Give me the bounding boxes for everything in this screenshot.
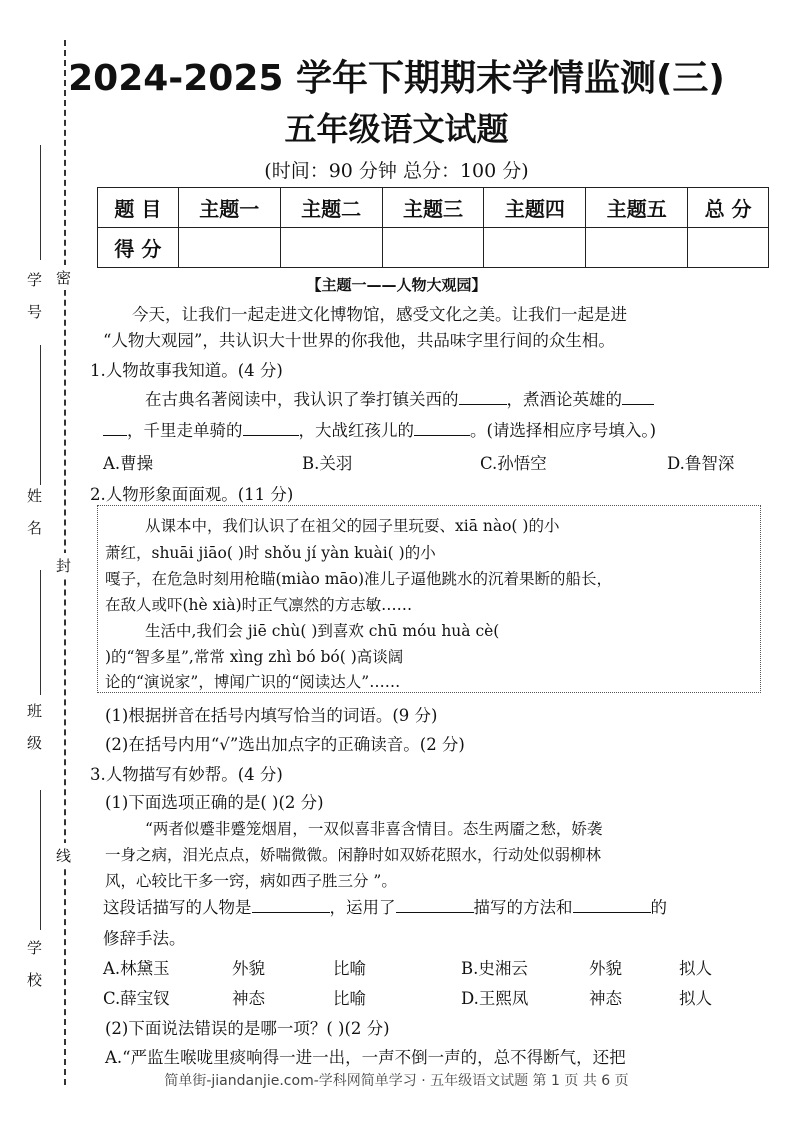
q2-passage-line: 萧红，shuāi jiāo( )时 shǒu jí yàn kuài( )的小 [105,544,436,562]
header-cell: 主题三 [382,188,484,228]
school-line [40,790,41,930]
score-table-row [98,228,769,268]
q1-blank[interactable] [622,388,654,406]
q1-line1 [145,386,654,410]
q3-option-cell: 拟人 [679,989,712,1008]
score-table [97,187,769,268]
score-cell[interactable] [586,228,688,268]
exam-subtitle: 五年级语文试题 [284,110,509,148]
q3-quote-line: “两者似蹙非蹙笼烟眉，一双似喜非喜含情目。态生两靥之愁，娇袭 [145,820,603,838]
q3-sub1: (1)下面选项正确的是( )(2 分) [105,793,324,812]
q3-sub2: (2)下面说法错误的是哪一项？( )(2 分) [105,1019,390,1038]
q2-passage-line: )的“智多星”,常常 xìng zhì bó bó( )高谈阔 [105,648,404,666]
q3-blank[interactable] [573,896,651,914]
q3-text: 这段话描写的人物是 [103,898,252,917]
header-cell: 主题一 [178,188,280,228]
q2-passage-line: 论的“演说家”，博闻广识的“阅读达人”…… [105,673,401,691]
q2-passage-line: 生活中,我们会 jiē chù( )到喜欢 chū móu huà cè( [145,622,500,640]
q3-title: 3.人物描写有妙帮。(4 分) [90,765,283,784]
q3-option-cell: 外貌 [232,959,265,978]
q1-blank[interactable] [459,388,507,406]
q1-title: 1.人物故事我知道。(4 分) [90,361,283,380]
header-cell: 主题四 [484,188,586,228]
q3-option[interactable]: C.薛宝钗 [103,989,170,1008]
q3-option[interactable]: B.史湘云 [461,959,528,978]
q1-option[interactable]: A.曹操 [103,454,154,473]
q3-option-cell: 比喻 [333,989,366,1008]
q3-fill-end: 修辞手法。 [103,929,186,948]
q3-option-cell: 比喻 [333,959,366,978]
score-cell[interactable] [688,228,769,268]
q1-text: ，煮酒论英雄的 [506,390,622,409]
seal-char-feng: 封 [56,553,71,578]
q3-quote-line: 一身之病，泪光点点，娇喘微微。闲静时如双娇花照水，行动处似弱柳林 [105,846,602,864]
row-label: 得 分 [98,228,179,268]
q3-option-a-text: A.“严监生喉咙里痰响得一进一出，一声不倒一声的，总不得断气，还把 [105,1048,626,1067]
class-line [40,570,41,695]
q2-passage-line: 嘎子，在危急时刻用枪瞄(miào māo)准儿子逼他跳水的沉着果断的船长， [105,570,613,588]
q3-text: 描写的方法和 [473,898,573,917]
score-cell[interactable] [280,228,382,268]
q3-option[interactable]: A.林黛玉 [103,959,170,978]
q3-text: ，运用了 [329,898,396,917]
q2-sub2: (2)在括号内用“√”选出加点字的正确读音。(2 分) [105,735,465,754]
q3-option-cell: 神态 [232,989,265,1008]
score-table-header [98,188,769,228]
q1-blank[interactable] [414,419,470,437]
name-line [40,345,41,485]
seal-char-xian: 线 [56,843,71,868]
student-no-label: 学 号 [25,272,43,325]
q2-passage-line: 在敌人或吓(hè xià)时正气凛然的方志敏…… [105,596,413,614]
q1-text: ，大战红孩儿的 [298,421,414,440]
intro-line: 今天，让我们一起走进文化博物馆，感受文化之美。让我们一起是进 [132,305,627,324]
exam-meta: (时间：90 分钟 总分：100 分) [264,160,529,182]
intro-line: “人物大观园”，共认识大十世界的你我他，共品味字里行间的众生相。 [103,331,615,350]
q1-line2 [103,417,656,441]
q3-option-cell: 外貌 [589,959,622,978]
q3-option-cell: 拟人 [679,959,712,978]
school-label: 学 校 [25,940,43,993]
q3-blank[interactable] [252,896,330,914]
score-cell[interactable] [382,228,484,268]
class-label: 班 级 [25,703,43,756]
page-footer: 简单街-jiandanjie.com-学科网简单学习 · 五年级语文试题 第 1 页 共 6 页 [164,1073,629,1089]
header-cell: 主题五 [586,188,688,228]
q2-passage-line: 从课本中，我们认识了在祖父的园子里玩耍、xiā nào( )的小 [145,517,560,535]
header-cell: 题 目 [98,188,179,228]
q3-fill-line [103,894,667,918]
q1-option[interactable]: C.孙悟空 [480,454,547,473]
section-title: 【主题一——人物大观园】 [306,276,487,294]
header-cell: 主题二 [280,188,382,228]
q3-quote-line: 风，心较比干多一窍，病如西子胜三分 ”。 [105,872,397,890]
score-cell[interactable] [484,228,586,268]
q3-blank[interactable] [396,896,474,914]
score-cell[interactable] [178,228,280,268]
exam-title: 2024-2025 学年下期期末学情监测(三) [68,58,725,99]
q1-option[interactable]: B.关羽 [302,454,353,473]
q1-option[interactable]: D.鲁智深 [667,454,735,473]
header-cell: 总 分 [688,188,769,228]
q1-text: 。(请选择相应序号填入。) [470,421,657,440]
q1-text: 在古典名著阅读中，我认识了拳打镇关西的 [145,390,459,409]
seal-char-mi: 密 [56,265,71,290]
q3-text: 的 [650,898,667,917]
q1-text: ，千里走单骑的 [127,421,243,440]
q1-blank[interactable] [243,419,299,437]
name-label: 姓 名 [25,488,43,541]
q2-sub1: (1)根据拼音在括号内填写恰当的词语。(9 分) [105,706,438,725]
q1-blank[interactable] [103,419,127,437]
q3-option-cell: 神态 [589,989,622,1008]
q3-option[interactable]: D.王熙凤 [461,989,529,1008]
q2-title: 2.人物形象面面观。(11 分) [90,485,294,504]
